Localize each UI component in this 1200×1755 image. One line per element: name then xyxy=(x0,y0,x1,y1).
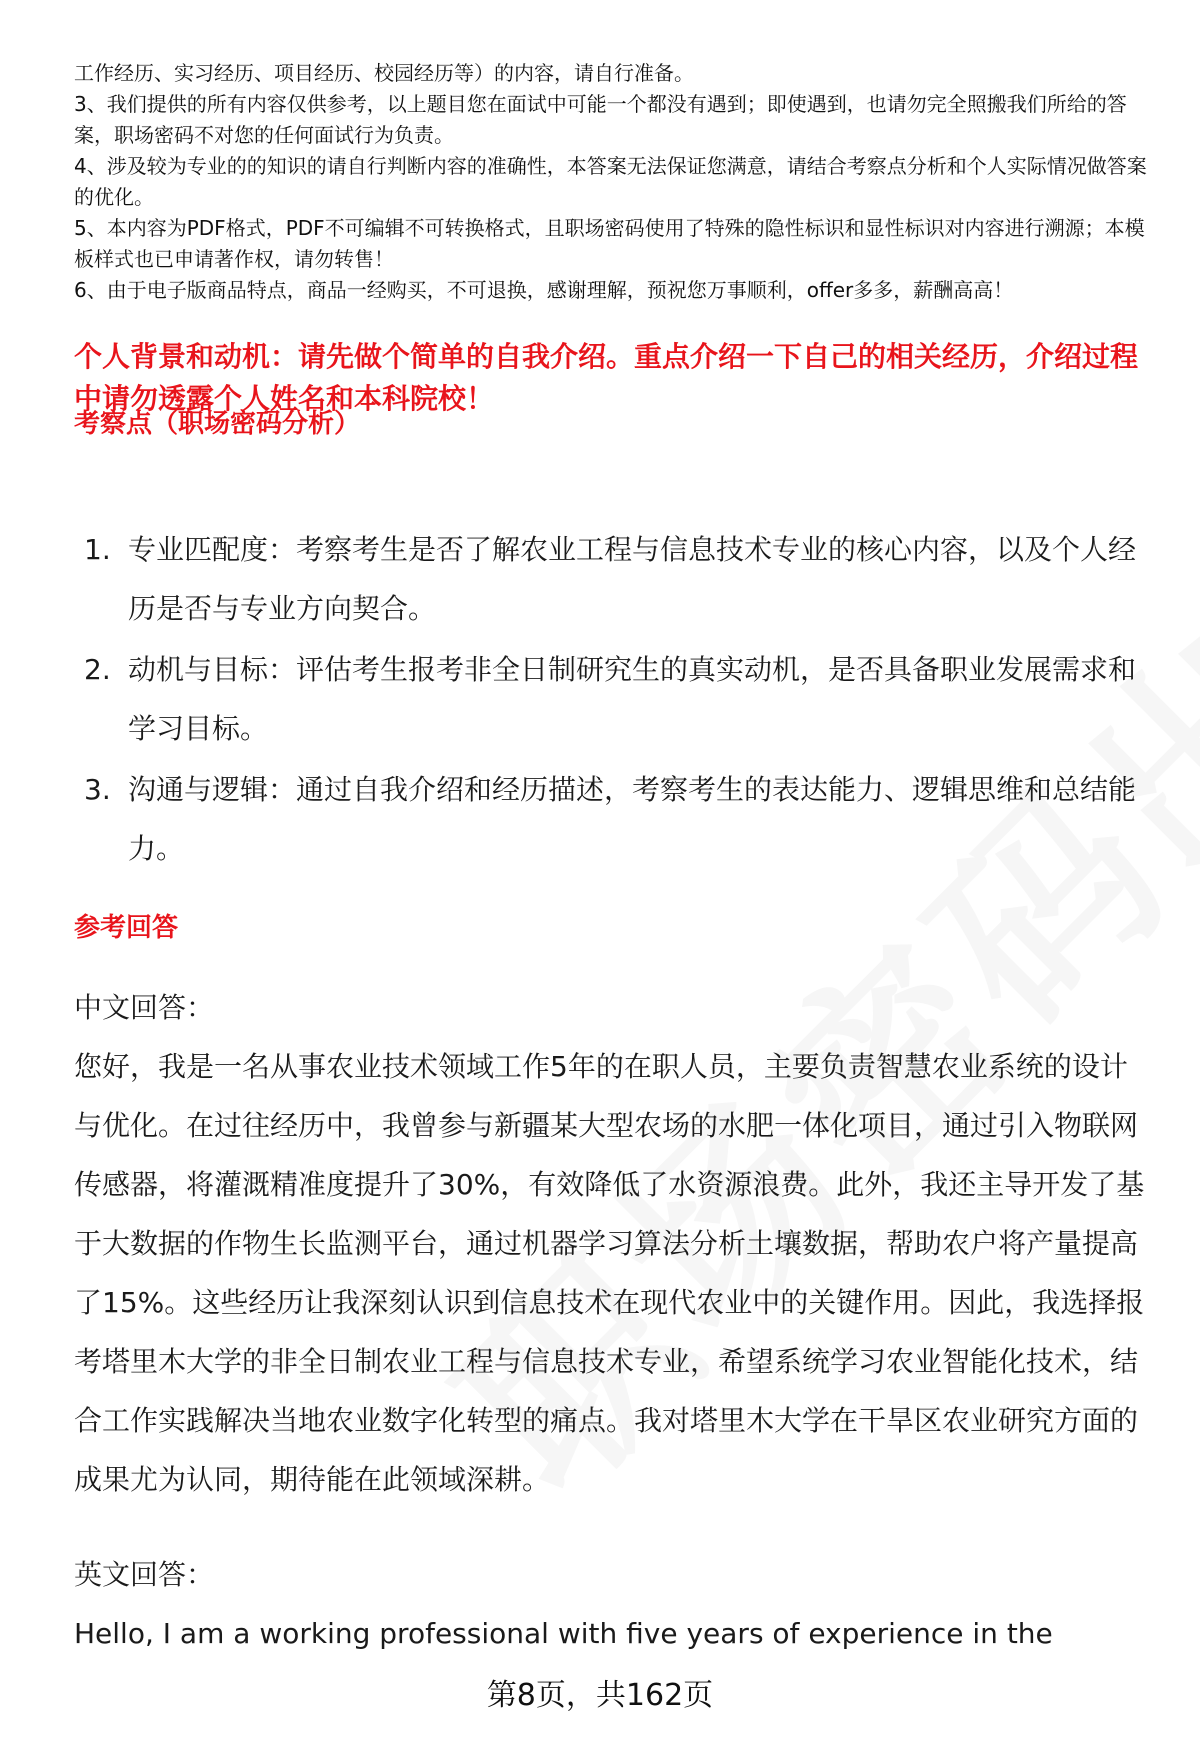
list-text: 动机与目标：评估考生报考非全日制研究生的真实动机，是否具备职业发展需求和学习目标。 xyxy=(128,653,1137,745)
list-item xyxy=(74,640,1144,758)
note-line: 工作经历、实习经历、项目经历、校园经历等）的内容，请自行准备。 xyxy=(74,61,694,85)
note-line: 5、本内容为PDF格式，PDF不可编辑不可转换格式，且职场密码使用了特殊的隐性标识和显性标识对内容进行溯源；本模板样式也已申请著作权，请勿转售！ xyxy=(74,216,1145,271)
note-line: 6、由于电子版商品特点，商品一经购买，不可退换，感谢理解，预祝您万事顺利，offer多多，薪酬高高！ xyxy=(74,278,1014,302)
chinese-answer xyxy=(74,978,1154,1509)
english-label: 英文回答： xyxy=(74,1558,215,1591)
list-item xyxy=(74,520,1144,638)
page-number: 第8页，共162页 xyxy=(486,1678,714,1713)
list-item xyxy=(74,760,1144,878)
disclaimer-notes xyxy=(74,58,1154,306)
chinese-label: 中文回答： xyxy=(74,991,215,1024)
list-text: 专业匹配度：考察考生是否了解农业工程与信息技术专业的核心内容，以及个人经历是否与专业方向契合。 xyxy=(128,533,1137,625)
analysis-points xyxy=(74,520,1144,880)
list-number: 3. xyxy=(84,773,111,806)
english-text: Hello, I am a working professional with five years of experience in the xyxy=(74,1617,1053,1650)
note-line: 3、我们提供的所有内容仅供参考，以上题目您在面试中可能一个都没有遇到；即使遇到，也请勿完全照搬我们所给的答案，职场密码不对您的任何面试行为负责。 xyxy=(74,92,1127,147)
list-number: 1. xyxy=(84,533,111,566)
list-text: 沟通与逻辑：通过自我介绍和经历描述，考察考生的表达能力、逻辑思维和总结能力。 xyxy=(128,773,1137,865)
note-line: 4、涉及较为专业的的知识的请自行判断内容的准确性，本答案无法保证您满意，请结合考察点分析和个人实际情况做答案的优化。 xyxy=(74,154,1147,209)
chinese-text: 您好，我是一名从事农业技术领域工作5年的在职人员，主要负责智慧农业系统的设计与优化。在过往经历中，我曾参与新疆某大型农场的水肥一体化项目，通过引入物联网传感器，将灌溉精准度提升了30%，有效降低了水资源浪费。此外，我还主导开发了基于大数据的作物生长监测平台，通过机器学习算法分析土壤数据，帮助农户将产量提高了15%。这些经历让我深刻认识到信息技术在现代农业中的关键作用。因此，我选择报考塔里木大学的非全日制农业工程与信息技术专业，希望系统学习农业智能化技术，结合工作实践解决当地农业数字化转型的痛点。我对塔里木大学在干旱区农业研究方面的成果尤为认同，期待能在此领域深耕。 xyxy=(74,1050,1145,1496)
list-number: 2. xyxy=(84,653,111,686)
english-answer xyxy=(74,1545,1154,1663)
question-heading: 个人背景和动机：请先做个简单的自我介绍。重点介绍一下自己的相关经历，介绍过程中请勿透露个人姓名和本科院校！ xyxy=(74,340,1139,415)
analysis-title: 考察点（职场密码分析） xyxy=(74,409,361,439)
reference-title: 参考回答 xyxy=(74,913,179,943)
